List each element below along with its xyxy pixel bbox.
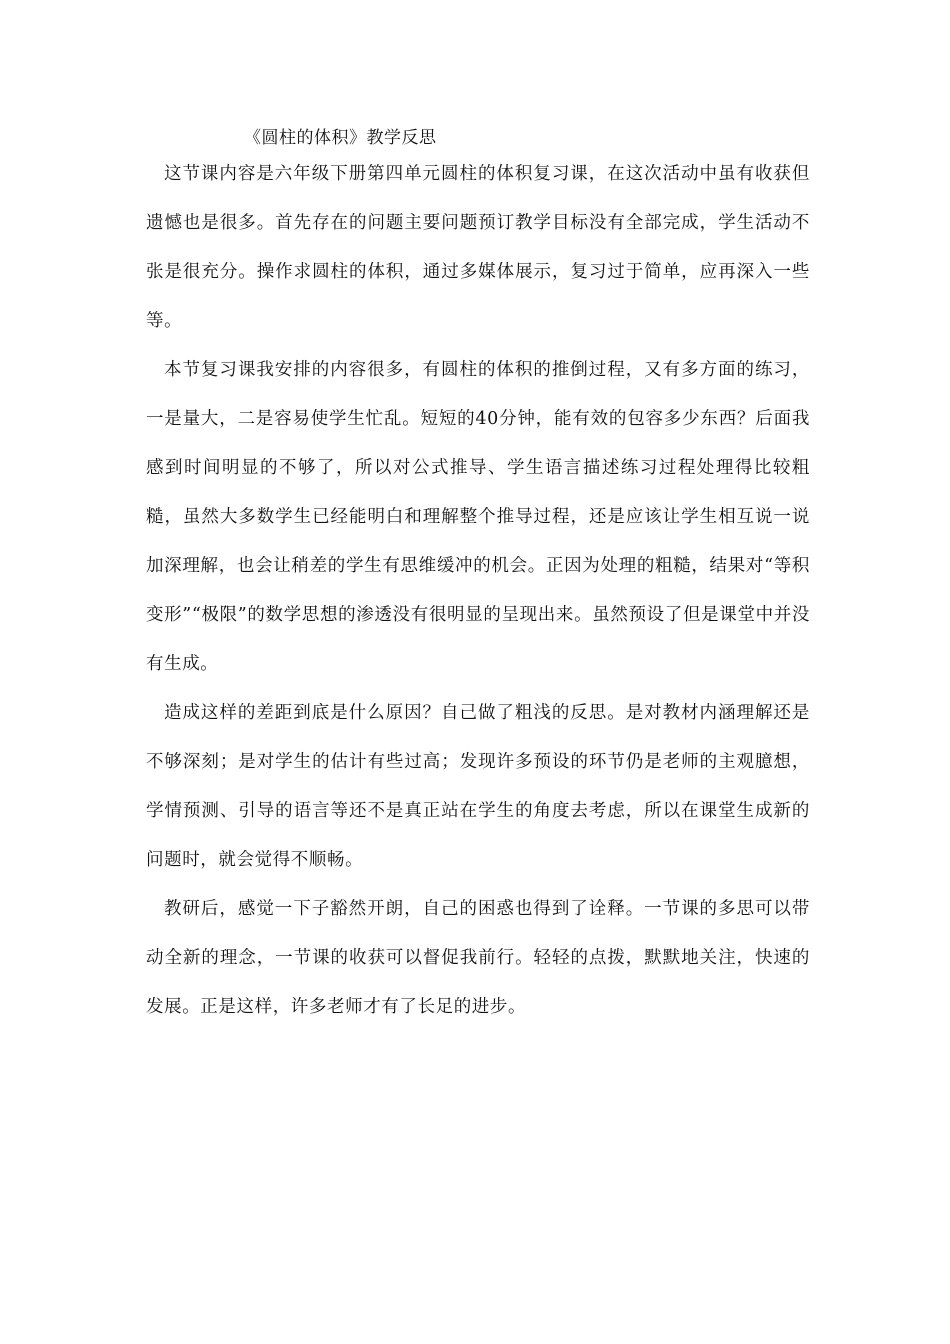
paragraph-1: 这节课内容是六年级下册第四单元圆柱的体积复习课，在这次活动中虽有收获但遗憾也是很多。首先存在的问题主要问题预订教学目标没有全部完成，学生活动不张是很充分。操作求圆柱的体积，通过多媒体展示，复习过于简单，应再深入一些等。 bbox=[146, 164, 810, 331]
paragraph-3: 造成这样的差距到底是什么原因？自己做了粗浅的反思。是对教材内涵理解还是不够深刻；是对学生的估计有些过高；发现许多预设的环节仍是老师的主观臆想，学情预测、引导的语言等还不是真正站在学生的角度去考虑，所以在课堂生成新的问题时，就会觉得不顺畅。 bbox=[146, 703, 810, 870]
document-body bbox=[146, 126, 810, 1032]
paragraph-4: 教研后，感觉一下子豁然开朗，自己的困惑也得到了诠释。一节课的多思可以带动全新的理念，一节课的收获可以督促我前行。轻轻的点拨，默默地关注，快速的发展。正是这样，许多老师才有了长足的进步。 bbox=[146, 899, 810, 1017]
paragraph-2: 本节复习课我安排的内容很多，有圆柱的体积的推倒过程，又有多方面的练习，一是量大，二是容易使学生忙乱。短短的40分钟，能有效的包容多少东西？后面我感到时间明显的不够了，所以对公式推导、学生语言描述练习过程处理得比较粗糙，虽然大多数学生已经能明白和理解整个推导过程，还是应该让学生相互说一说加深理解，也会让稍差的学生有思维缓冲的机会。正因为处理的粗糙，结果对“等积变形”“极限”的数学思想的渗透没有很明显的呈现出来。虽然预设了但是课堂中并没有生成。 bbox=[146, 360, 810, 674]
document-title: 《圆柱的体积》教学反思 bbox=[244, 128, 437, 148]
